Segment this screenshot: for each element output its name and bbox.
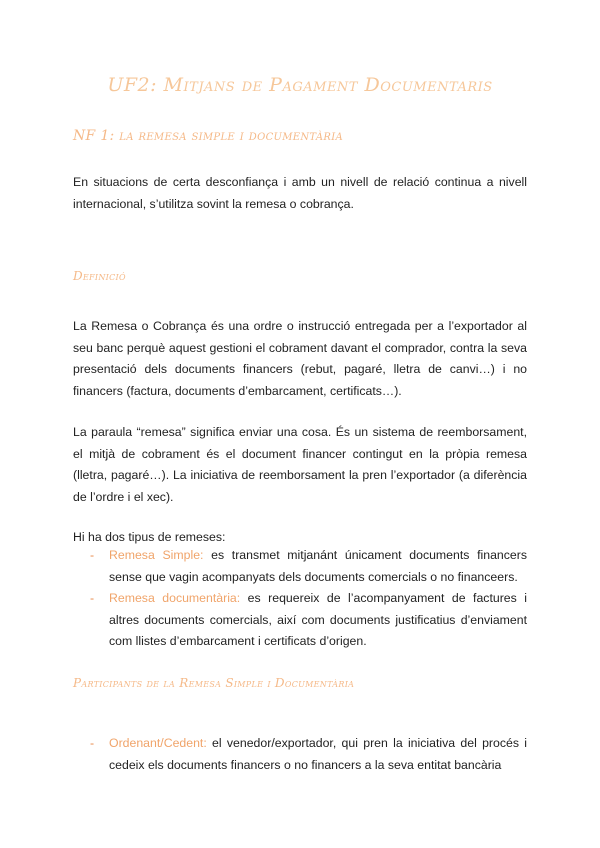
types-intro: Hi ha dos tipus de remeses: bbox=[73, 530, 226, 544]
bullet-dash: - bbox=[90, 548, 95, 562]
list-item-text: el venedor/exportador, qui pren la iniciativa del procés i cedeix els documents financers o no financers a la seva entitat bancària bbox=[109, 736, 527, 772]
list-item-text: es transmet mitjanánt únicament documents financers sense que vagin acompanyats dels documents comercials o no financeers. bbox=[109, 548, 527, 584]
definition-paragraph-1: La Remesa o Cobrança és una ordre o instrucció entregada per a l’exportador al seu banc perquè aquest gestioni el cobrament davant el comprador, contra la seva presentació dels documents financers (rebut, pagaré, lletra de canvi…) i no financers (factura, documents d’embarcament, certificats…). bbox=[73, 319, 527, 398]
list-item-term: Remesa Simple: bbox=[109, 548, 204, 562]
list-item bbox=[73, 588, 527, 653]
list-item-term: Remesa documentària: bbox=[109, 591, 241, 605]
participants-heading: Participants de la Remesa Simple i Documentària bbox=[73, 676, 355, 690]
page-title: UF2: Mitjans de Pagament Documentaris bbox=[107, 74, 493, 96]
types-list bbox=[73, 545, 527, 653]
list-item bbox=[73, 545, 527, 588]
bullet-dash: - bbox=[90, 736, 95, 750]
list-item-term: Ordenant/Cedent: bbox=[109, 736, 207, 750]
list-item-text: es requereix de l’acompanyament de factures i altres documents comercials, així com documents justificatius d’enviament com llistes d’embarcament i certificats d’origen. bbox=[109, 591, 527, 648]
definition-heading: Definició bbox=[73, 269, 126, 283]
bullet-dash: - bbox=[90, 591, 95, 605]
intro-paragraph: En situacions de certa desconfiança i amb un nivell de relació continua a nivell internacional, s’utilitza sovint la remesa o cobrança. bbox=[73, 175, 527, 211]
participants-list bbox=[73, 733, 527, 776]
section-heading: NF 1: la remesa simple i documentària bbox=[73, 128, 343, 144]
definition-paragraph-2: La paraula “remesa” significa enviar una cosa. És un sistema de reemborsament, el mitjà de cobrament és el document financer contingut en la pròpia remesa (lletra, pagaré…). La iniciativa de reemborsament la pren l’exportador (a diferència de l’ordre i el xec). bbox=[73, 425, 527, 504]
list-item bbox=[73, 733, 527, 776]
